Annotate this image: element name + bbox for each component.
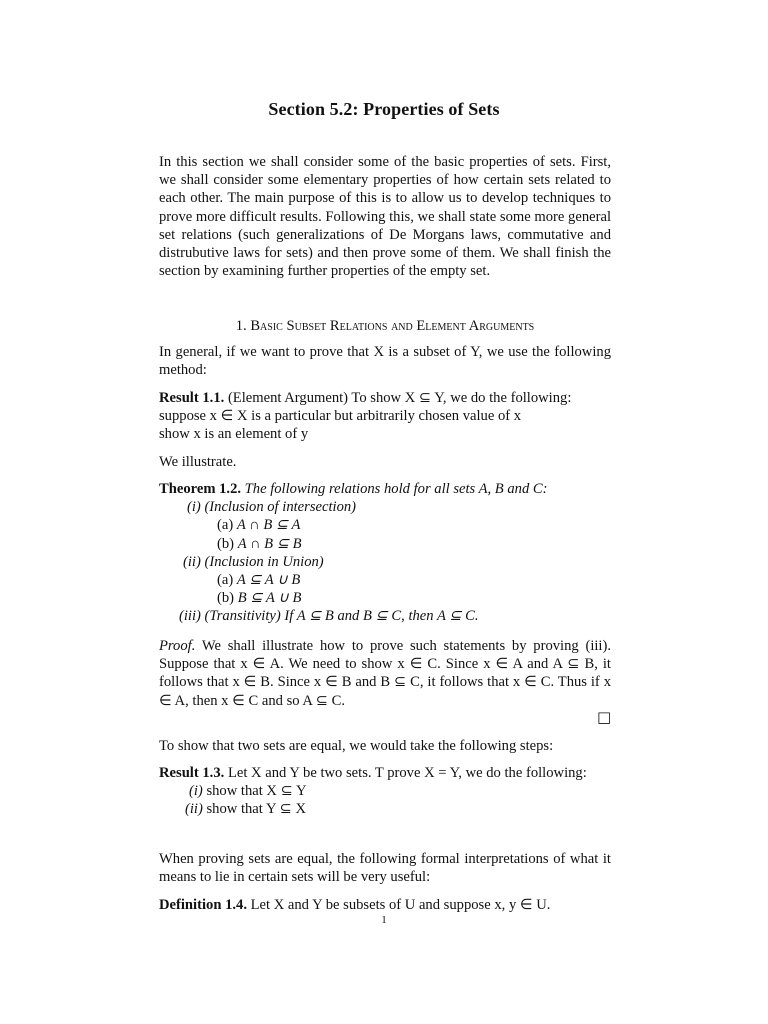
result-item-num: (ii)	[185, 801, 203, 818]
subsection-heading-text: 1. Basic Subset Relations and Element Arguments	[235, 318, 535, 334]
result-item	[159, 800, 611, 818]
result-1-1-line1: (Element Argument) To show X ⊆ Y, we do the following:	[227, 390, 572, 406]
theorem-item-text: (Inclusion of intersection)	[204, 499, 357, 516]
page-number: 1	[381, 914, 387, 926]
theorem-item-text: A ⊆ A ∪ B	[236, 572, 301, 589]
theorem-item	[159, 553, 611, 571]
theorem-1-2-statement: The following relations hold for all sets A, B and C:	[244, 481, 548, 497]
proof	[159, 637, 611, 710]
qed-symbol: □	[597, 708, 612, 726]
result-1-1-line3: show x is an element of y	[159, 426, 309, 443]
theorem-1-2-label: Theorem 1.2.	[159, 481, 242, 497]
result-item-text: show that X ⊆ Y	[206, 783, 307, 800]
theorem-1-2	[159, 480, 611, 626]
theorem-item	[159, 607, 611, 625]
result-1-1	[159, 389, 611, 444]
equal-sets-paragraph: To show that two sets are equal, we would take the following steps:	[159, 738, 554, 754]
proof-label: Proof.	[159, 638, 196, 654]
result-item-text: show that Y ⊆ X	[206, 801, 307, 818]
result-1-1-line2: suppose x ∈ X is a particular but arbitrarily chosen value of x	[159, 408, 522, 425]
result-1-3-label: Result 1.3.	[159, 765, 225, 781]
theorem-item-num: (i)	[187, 499, 201, 516]
definition-1-4-text: Let X and Y be subsets of U and suppose x, y ∈ U.	[250, 897, 551, 913]
theorem-item	[159, 535, 611, 553]
definition-1-4-label: Definition 1.4.	[159, 897, 247, 913]
intro-paragraph: In this section we shall consider some of the basic properties of sets. First, we shall consider some elementary properties of how certain sets related to each other. The main purpose of this is to allow us to develop techniques to prove more difficult results. Following this, we shall state some more general set relations (such generalizations of De Morgans laws, commutative and distrubutive laws for sets) and then prove some of them. We shall finish the section by examining further properties of the empty set.	[159, 154, 611, 280]
definition-1-4	[159, 896, 611, 914]
theorem-item	[159, 571, 611, 589]
theorem-item-text: (Inclusion in Union)	[204, 553, 324, 570]
theorem-item-num: (iii)	[179, 608, 201, 625]
theorem-item-text: B ⊆ A ∪ B	[237, 590, 302, 607]
theorem-item-text: A ∩ B ⊆ B	[237, 535, 302, 552]
result-1-1-label: Result 1.1.	[159, 390, 225, 406]
theorem-item-num: (b)	[217, 535, 235, 552]
result-1-3-text: Let X and Y be two sets. T prove X = Y, we do the following:	[227, 765, 587, 781]
interpretations-paragraph: When proving sets are equal, the following formal interpretations of what it means to lie in certain sets will be very useful:	[159, 851, 611, 886]
theorem-item-text: A ∩ B ⊆ A	[236, 517, 301, 534]
result-1-3	[159, 764, 611, 819]
theorem-item-text: (Transitivity) If A ⊆ B and B ⊆ C, then A ⊆ C.	[204, 608, 479, 625]
theorem-item-num: (a)	[217, 517, 234, 534]
theorem-item-num: (ii)	[183, 553, 201, 570]
proof-text: We shall illustrate how to prove such statements by proving (iii). Suppose that x ∈ A. We need to show x ∈ C. Since x ∈ A and A ⊆ B, it follows that x ∈ B. Since x ∈ B and B ⊆ C, it follows that x ∈ C. Thus if x ∈ A, then x ∈ C and so A ⊆ C.	[159, 638, 611, 709]
subsection-heading	[159, 317, 611, 335]
theorem-item	[159, 498, 611, 516]
theorem-item	[159, 589, 611, 607]
result-item-num: (i)	[189, 783, 203, 800]
theorem-item-num: (a)	[217, 572, 234, 589]
section-title: Section 5.2: Properties of Sets	[268, 99, 500, 119]
result-item	[159, 782, 611, 800]
illustrate-text: We illustrate.	[159, 454, 237, 470]
general-method-paragraph: In general, if we want to prove that X is a subset of Y, we use the following method:	[159, 344, 611, 379]
theorem-item-num: (b)	[217, 590, 235, 607]
theorem-item	[159, 516, 611, 534]
